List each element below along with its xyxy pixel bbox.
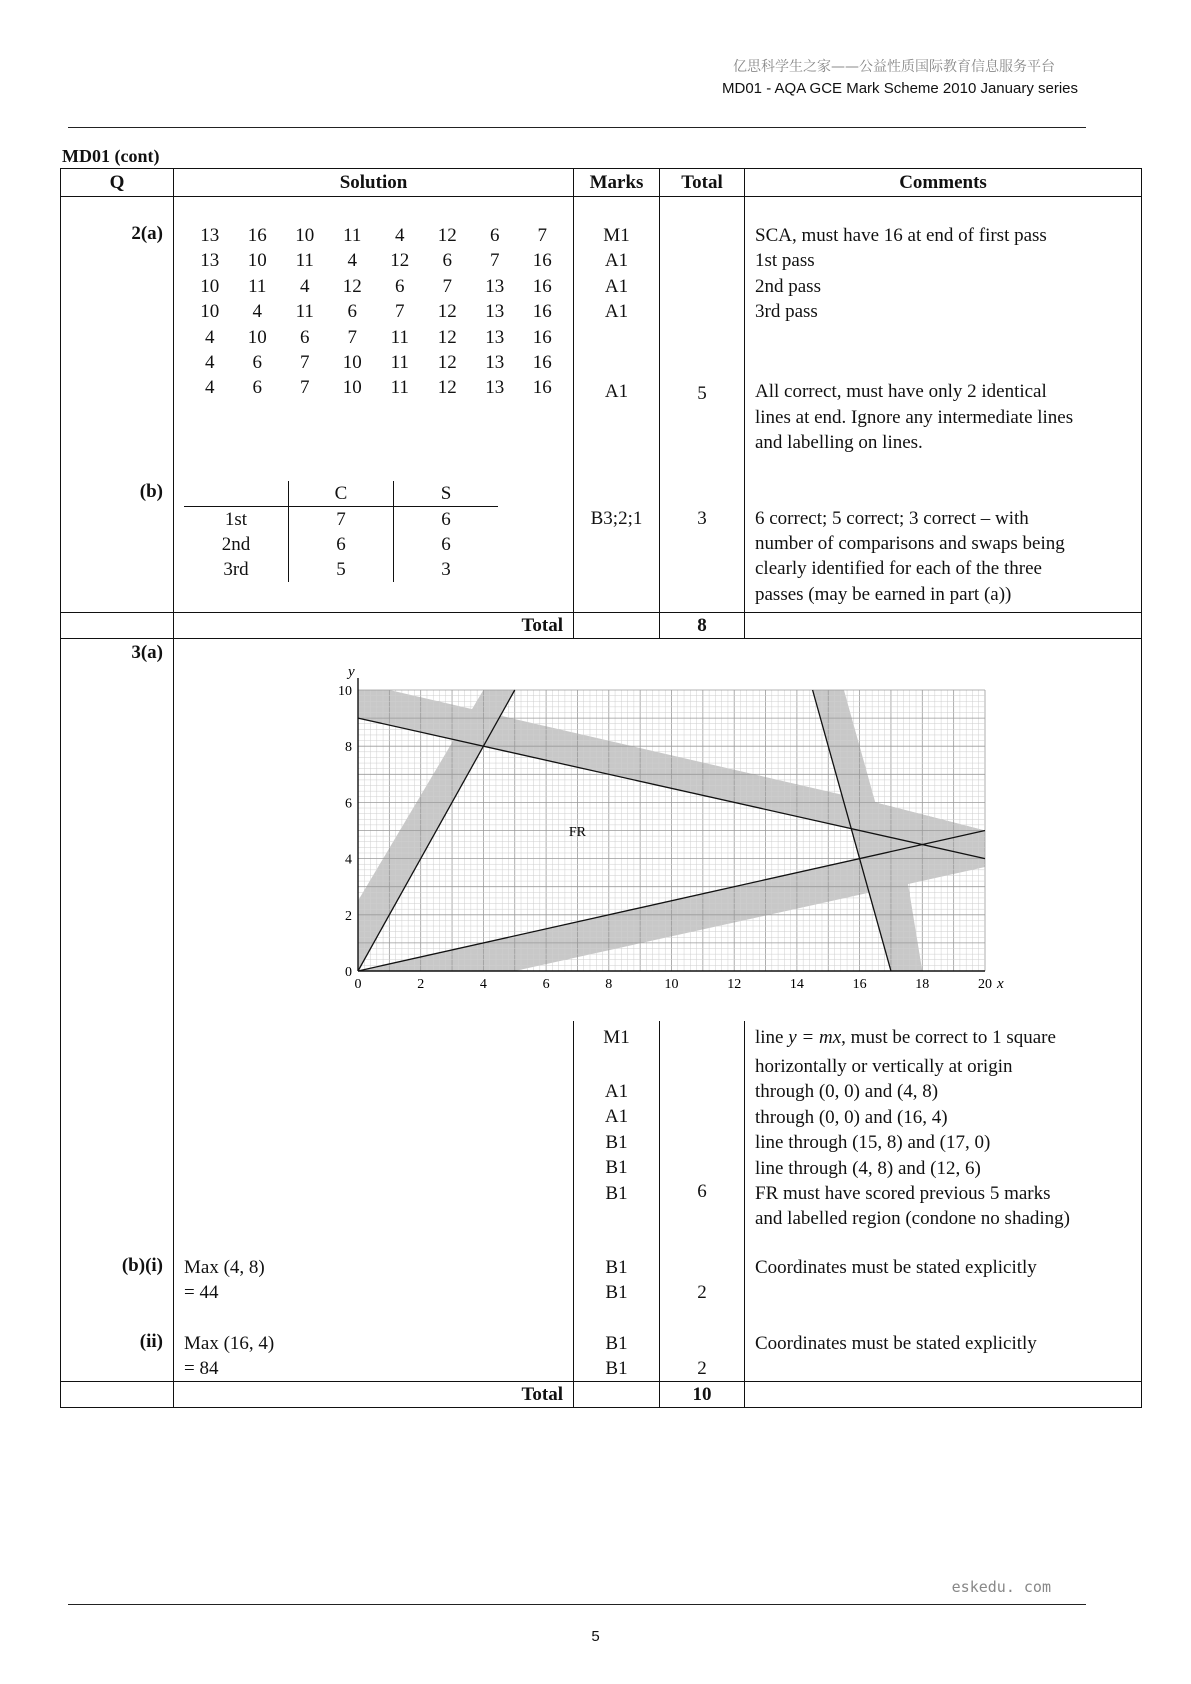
comment: 2nd pass (755, 275, 821, 297)
q3-total-row (61, 1382, 1142, 1408)
total: 2 (697, 1281, 707, 1303)
comment: 1st pass (755, 250, 815, 272)
q3a-marks-row (61, 1021, 1142, 1255)
col-total: Total (660, 169, 745, 197)
pass-value: 6 (300, 326, 310, 348)
pass-value: 12 (342, 275, 362, 297)
pass-value: 12 (437, 377, 457, 399)
linear-programming-graph (174, 639, 1142, 1009)
equation: y = mx (788, 1026, 842, 1048)
mark: B1 (605, 1131, 628, 1153)
x-axis-label: x (997, 976, 1004, 992)
pass-value: 13 (200, 250, 220, 272)
pass-value: 13 (485, 352, 505, 374)
col-solution: Solution (174, 169, 574, 197)
col-s: S (394, 481, 499, 507)
pass-value: 10 (295, 225, 315, 246)
pass-value: 6 (490, 225, 500, 246)
table-row: 3rd 5 3 (223, 558, 451, 580)
pass-row (186, 325, 566, 350)
pass-value: 12 (437, 352, 457, 374)
header-title: MD01 - AQA GCE Mark Scheme 2010 January series (722, 80, 1078, 97)
comment: through (0, 0) and (16, 4) (755, 1106, 948, 1128)
solution-line: = 84 (184, 1357, 219, 1379)
total: 5 (697, 383, 707, 404)
pass-value: 10 (200, 301, 220, 323)
col-c: C (289, 481, 394, 507)
pass-value: 7 (537, 225, 547, 246)
total-label: Total (174, 613, 574, 639)
mark: B1 (605, 1357, 628, 1379)
pass-value: 11 (248, 275, 267, 297)
col-q: Q (61, 169, 174, 197)
pass-value: 10 (342, 377, 362, 399)
col-marks: Marks (574, 169, 660, 197)
pass-value: 11 (295, 301, 314, 323)
mark: A1 (604, 250, 629, 272)
comment: SCA, must have 16 at end of first pass (755, 225, 1047, 246)
q2a-row (61, 197, 1142, 481)
pass-value: 4 (395, 225, 405, 246)
x-tick-label: 12 (727, 977, 742, 992)
x-tick-label: 6 (542, 977, 550, 992)
header-rule (68, 127, 1086, 128)
pass-value: 4 (347, 250, 357, 272)
comment: and labelled region (condone no shading) (755, 1208, 1070, 1230)
comment: and labelling on lines. (755, 432, 923, 454)
feasible-region-label: FR (568, 825, 587, 841)
table-header-row (61, 169, 1142, 197)
total: 2 (697, 1357, 707, 1379)
pass-row (186, 248, 566, 273)
pass-value: 16 (532, 377, 552, 399)
x-tick-label: 2 (417, 977, 425, 992)
y-tick-label: 4 (345, 852, 352, 868)
pass-value: 6 (252, 377, 262, 399)
y-tick-label: 10 (338, 684, 352, 699)
col-comments: Comments (745, 169, 1142, 197)
pass-value: 16 (532, 326, 552, 348)
x-tick-label: 4 (479, 977, 487, 992)
pass-value: 6 (347, 301, 357, 323)
pass-value: 10 (247, 250, 267, 272)
mark: B1 (605, 1256, 628, 1278)
comment: line through (15, 8) and (17, 0) (755, 1132, 991, 1154)
pass-value: 4 (205, 352, 215, 374)
y-tick-label: 6 (345, 796, 352, 812)
mark: A1 (604, 275, 629, 297)
x-tick-label: 14 (789, 977, 804, 992)
mark: A1 (604, 301, 629, 323)
pass-row (186, 274, 566, 299)
pass-value: 7 (490, 250, 500, 272)
pass-row (186, 299, 566, 324)
comment: horizontally or vertically at origin (755, 1055, 1013, 1077)
pass-value: 4 (252, 301, 262, 323)
x-tick-label: 0 (354, 977, 362, 992)
pass-value: 13 (485, 377, 505, 399)
section-title: MD01 (cont) (62, 146, 160, 166)
comment: Coordinates must be stated explicitly (755, 1256, 1037, 1278)
pass-value: 10 (200, 275, 220, 297)
header-site-name: 亿思科学生之家——公益性质国际教育信息服务平台 (733, 59, 1055, 75)
solution-line: Max (16, 4) (184, 1332, 275, 1354)
pass-value: 11 (343, 225, 362, 246)
comment: number of comparisons and swaps being (755, 532, 1065, 554)
comparisons-swaps-table (184, 481, 498, 582)
y-tick-label: 0 (345, 965, 352, 980)
mark: A1 (604, 381, 629, 403)
pass-value: 4 (300, 275, 310, 297)
mark: B1 (605, 1182, 628, 1204)
total-value: 8 (660, 613, 745, 639)
mark: A1 (604, 1080, 629, 1102)
pass-value: 16 (532, 250, 552, 272)
mark: B3;2;1 (590, 507, 643, 529)
total-label: Total (174, 1382, 574, 1408)
total: 3 (697, 507, 707, 529)
pass-value: 12 (437, 326, 457, 348)
pass-value: 10 (342, 352, 362, 374)
mark-scheme-table (60, 168, 1142, 1408)
comment: FR must have scored previous 5 marks (755, 1182, 1051, 1204)
x-tick-label: 16 (852, 977, 867, 992)
mark: B1 (605, 1157, 628, 1179)
pass-value: 7 (442, 275, 452, 297)
solution-line: Max (4, 8) (184, 1256, 265, 1278)
pass-value: 16 (532, 301, 552, 323)
pass-value: 13 (485, 301, 505, 323)
comment: All correct, must have only 2 identical (755, 381, 1047, 403)
comment: line through (4, 8) and (12, 6) (755, 1157, 981, 1179)
pass-value: 16 (247, 225, 267, 246)
pass-value: 4 (205, 326, 215, 348)
table-row: 1st 7 6 (184, 506, 498, 532)
pass-value: 12 (390, 250, 410, 272)
table-row: 2nd 6 6 (221, 533, 451, 555)
solution-line: = 44 (184, 1281, 219, 1303)
footer-rule (68, 1604, 1086, 1605)
pass-value: 16 (532, 275, 552, 297)
pass-row (186, 350, 566, 375)
q3bi-row (61, 1255, 1142, 1331)
comment: through (0, 0) and (4, 8) (755, 1081, 939, 1103)
x-tick-label: 20 (978, 977, 992, 992)
pass-value: 7 (300, 352, 310, 374)
comment: Coordinates must be stated explicitly (755, 1332, 1037, 1354)
mark: A1 (604, 1106, 629, 1128)
footer-site: eskedu. com (951, 1578, 1051, 1596)
q3a-graph-row (61, 639, 1142, 1021)
total-value: 10 (660, 1382, 745, 1408)
q3a-label: 3(a) (131, 642, 163, 663)
q3bii-row (61, 1331, 1142, 1382)
bubble-sort-passes (186, 223, 566, 405)
mark: M1 (603, 1026, 630, 1048)
x-tick-label: 8 (605, 977, 613, 992)
q3bi-label: (b)(i) (121, 1254, 163, 1276)
q2a-label: 2(a) (131, 223, 163, 244)
q2b-label: (b) (139, 480, 163, 502)
pass-value: 12 (437, 225, 457, 246)
mark: B1 (605, 1332, 628, 1354)
pass-value: 6 (395, 275, 405, 297)
total: 6 (697, 1180, 707, 1202)
pass-value: 7 (300, 377, 310, 399)
pass-value: 6 (442, 250, 452, 272)
pass-value: 11 (390, 326, 409, 348)
pass-value: 4 (205, 377, 215, 399)
pass-value: 7 (395, 301, 405, 323)
y-tick-label: 2 (345, 908, 352, 924)
pass-value: 11 (390, 377, 409, 399)
pass-value: 16 (532, 352, 552, 374)
pass-value: 6 (252, 352, 262, 374)
page-number: 5 (591, 1628, 600, 1645)
pass-value: 13 (485, 275, 505, 297)
mark: B1 (605, 1281, 628, 1303)
pass-row (186, 223, 566, 248)
pass-value: 11 (390, 352, 409, 374)
x-tick-label: 10 (664, 977, 679, 992)
pass-value: 7 (347, 326, 357, 348)
comment: lines at end. Ignore any intermediate lines (755, 406, 1074, 428)
comment: line y = mx, must be correct to 1 square (755, 1026, 1056, 1048)
pass-value: 13 (485, 326, 505, 348)
pass-value: 12 (437, 301, 457, 323)
q3bii-label: (ii) (139, 1330, 163, 1352)
mark: M1 (603, 225, 630, 246)
pass-value: 13 (200, 225, 220, 246)
pass-row (186, 375, 566, 404)
q2-total-row (61, 613, 1142, 639)
comment: 6 correct; 5 correct; 3 correct – with (755, 507, 1029, 529)
comment: passes (may be earned in part (a)) (755, 583, 1012, 605)
comment: 3rd pass (755, 301, 818, 323)
pass-value: 10 (247, 326, 267, 348)
q2b-row (61, 481, 1142, 613)
pass-value: 11 (295, 250, 314, 272)
x-tick-label: 18 (915, 977, 930, 992)
comment: clearly identified for each of the three (755, 558, 1042, 580)
y-axis-label: y (348, 664, 355, 680)
y-tick-label: 8 (345, 740, 352, 756)
